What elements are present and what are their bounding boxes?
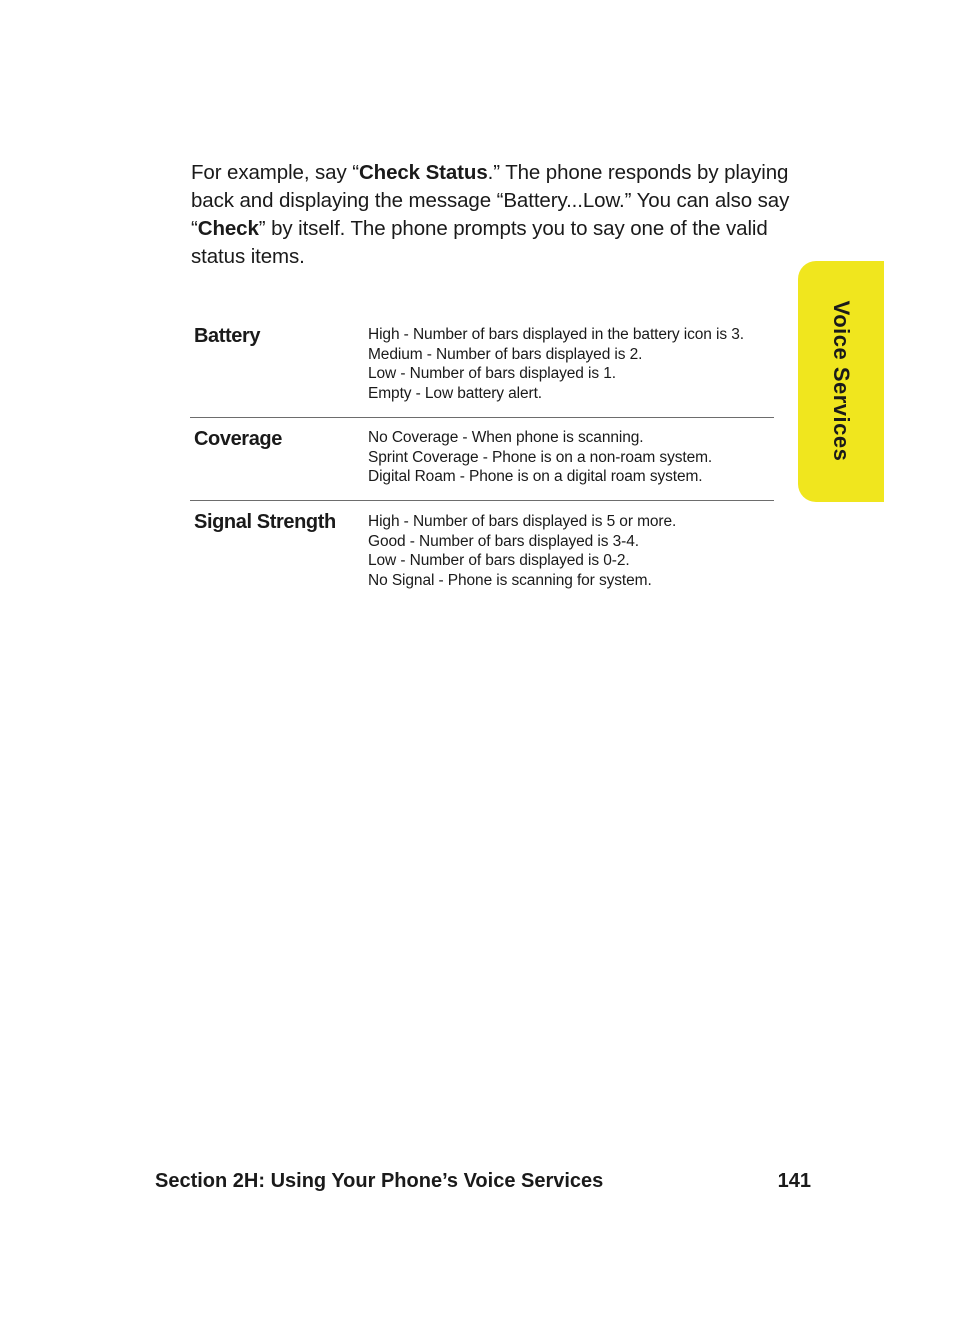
section-side-tab-label: Voice Services xyxy=(829,300,854,462)
intro-paragraph xyxy=(191,159,791,271)
intro-text-3: ” by itself. The phone prompts you to say one of the valid status items. xyxy=(191,217,768,268)
status-desc-line: Medium - Number of bars displayed is 2. xyxy=(368,345,643,363)
status-desc-line: Empty - Low battery alert. xyxy=(368,385,542,403)
page-number: 141 xyxy=(777,1170,811,1192)
intro-bold-check-status: Check Status xyxy=(358,161,488,184)
status-desc-line: Low - Number of bars displayed is 1. xyxy=(368,365,616,383)
page-footer xyxy=(155,1170,811,1193)
status-desc-signal-strength xyxy=(368,501,774,601)
status-row-coverage xyxy=(190,418,774,501)
intro-bold-check: Check xyxy=(197,217,259,240)
status-label-signal-strength: Signal Strength xyxy=(194,511,336,533)
status-label-coverage: Coverage xyxy=(194,428,282,450)
status-desc-line: Digital Roam - Phone is on a digital roam system. xyxy=(368,468,703,486)
status-desc-line: High - Number of bars displayed is 5 or more. xyxy=(368,513,677,530)
status-desc-line: No Signal - Phone is scanning for system. xyxy=(368,572,652,590)
intro-text-2: .” The phone responds by playing back and displaying the message “Battery...Low.” You can also say “ xyxy=(191,161,790,240)
status-desc-line: Low - Number of bars displayed is 0-2. xyxy=(368,552,630,570)
status-desc-line: No Coverage - When phone is scanning. xyxy=(368,429,644,446)
section-side-tab xyxy=(798,261,884,502)
status-items-table xyxy=(190,318,774,601)
status-desc-line: High - Number of bars displayed in the battery icon is 3. xyxy=(368,326,744,343)
status-desc-line: Sprint Coverage - Phone is on a non-roam system. xyxy=(368,448,713,466)
status-desc-battery xyxy=(368,318,774,417)
status-row-signal-strength xyxy=(190,501,774,601)
footer-section-title: Section 2H: Using Your Phone’s Voice Services xyxy=(155,1170,604,1192)
status-row-battery xyxy=(190,318,774,418)
status-label-battery: Battery xyxy=(194,325,261,347)
intro-text-1: For example, say “ xyxy=(191,161,359,184)
status-desc-coverage xyxy=(368,418,774,500)
status-desc-line: Good - Number of bars displayed is 3-4. xyxy=(368,532,639,550)
